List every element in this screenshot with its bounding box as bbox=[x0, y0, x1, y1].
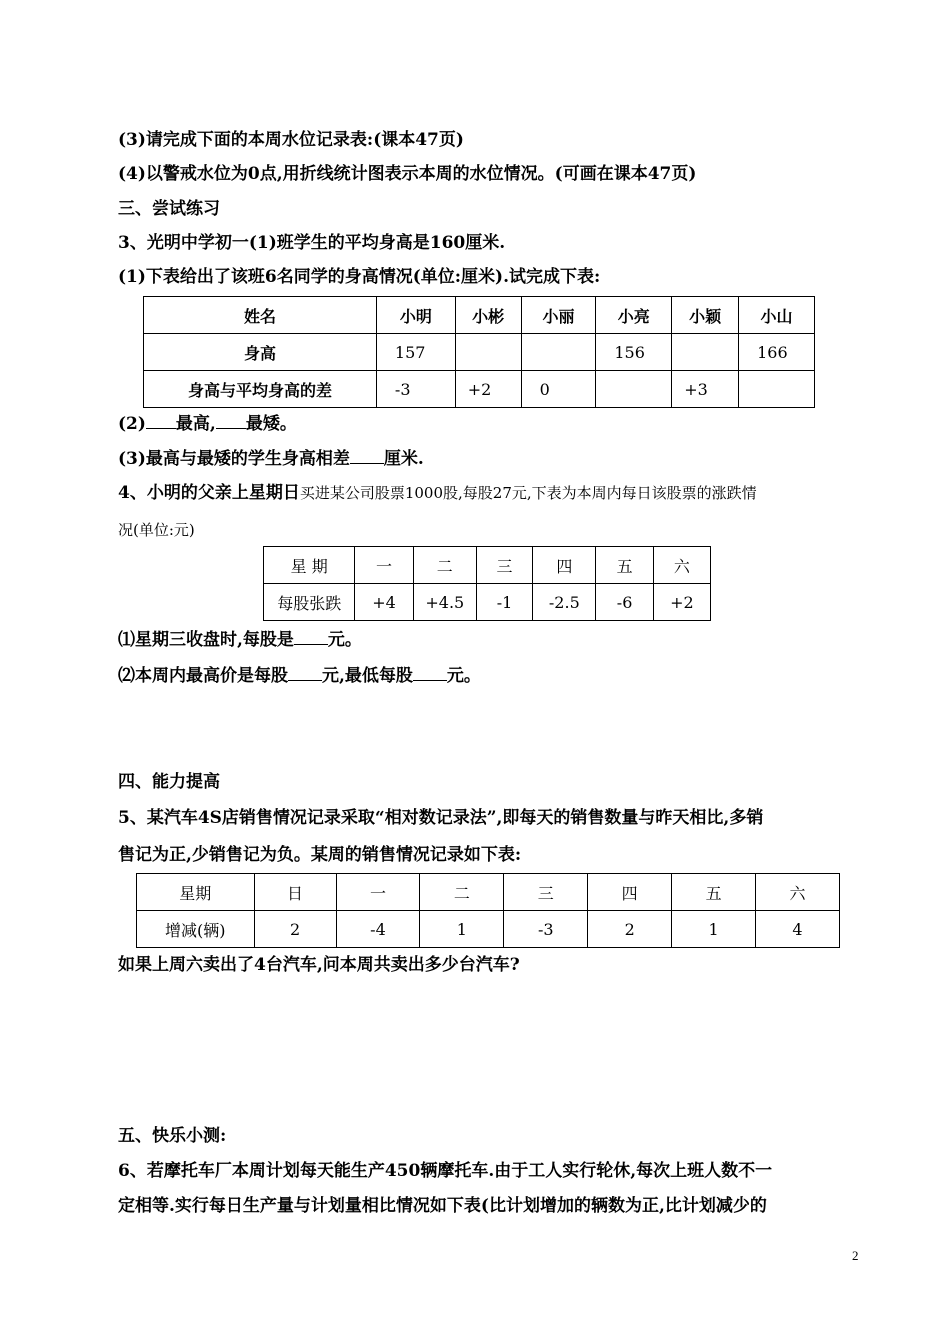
table-cell: 五 bbox=[672, 874, 756, 911]
table-row bbox=[144, 297, 815, 334]
sales-table bbox=[136, 873, 840, 948]
table-cell: 二 bbox=[413, 547, 476, 584]
table-cell: 一 bbox=[336, 874, 420, 911]
table-row bbox=[264, 584, 711, 621]
table-cell: 三 bbox=[476, 547, 532, 584]
answer-blank bbox=[413, 664, 447, 681]
text-span: ⑵本周内最高价是每股 bbox=[118, 666, 288, 686]
table-cell: 1 bbox=[420, 911, 504, 948]
text-span: 元。 bbox=[446, 666, 481, 686]
question-3-text: 3、光明中学初一(1)班学生的平均身高是160厘米. bbox=[118, 233, 506, 253]
table-cell: 四 bbox=[588, 874, 672, 911]
page-number: 2 bbox=[852, 1248, 859, 1263]
question-4-text bbox=[118, 483, 757, 503]
section-4-heading: 四、能力提高 bbox=[118, 772, 220, 792]
table-cell: 二 bbox=[420, 874, 504, 911]
question-3-1-text: (1)下表给出了该班6名同学的身高情况(单位:厘米).试完成下表: bbox=[118, 267, 601, 287]
text-span: 厘米. bbox=[383, 449, 424, 469]
text-span: 最高, bbox=[175, 414, 216, 434]
text-span: (2) bbox=[118, 414, 146, 434]
table-cell: 小彬 bbox=[455, 297, 521, 334]
table-cell: -1 bbox=[476, 584, 532, 621]
answer-blank bbox=[288, 664, 322, 681]
stock-table bbox=[263, 546, 711, 621]
answer-blank bbox=[216, 412, 246, 429]
table-cell: 0 bbox=[521, 371, 596, 408]
answer-blank bbox=[294, 628, 328, 645]
table-cell: 星 期 bbox=[264, 547, 355, 584]
table-cell: +2 bbox=[653, 584, 710, 621]
table-cell: 五 bbox=[596, 547, 653, 584]
text-span: ⑴星期三收盘时,每股是 bbox=[118, 630, 294, 650]
text-span: 最矮。 bbox=[245, 414, 297, 434]
table-cell: 156 bbox=[596, 334, 672, 371]
table-row bbox=[137, 874, 840, 911]
table-cell: 每股张跌 bbox=[264, 584, 355, 621]
table-cell: 身高与平均身高的差 bbox=[144, 371, 377, 408]
table-cell: 六 bbox=[756, 874, 840, 911]
height-table bbox=[143, 296, 815, 408]
table-cell: +4 bbox=[355, 584, 413, 621]
table-cell: 日 bbox=[254, 874, 336, 911]
table-cell: 身高 bbox=[144, 334, 377, 371]
table-cell: 小明 bbox=[376, 297, 455, 334]
question-6-text-2: 定相等.实行每日生产量与计划量相比情况如下表(比计划增加的辆数为正,比计划减少的 bbox=[118, 1196, 767, 1216]
table-cell: +3 bbox=[672, 371, 739, 408]
question-4-cont-text: 况(单位:元) bbox=[118, 521, 195, 539]
table-cell: 2 bbox=[254, 911, 336, 948]
table-row bbox=[144, 334, 815, 371]
question-5-text-3: 如果上周六卖出了4台汽车,问本周共卖出多少台汽车? bbox=[118, 955, 520, 975]
question-5-text-1: 5、某汽车4S店销售情况记录采取“相对数记录法”,即每天的销售数量与昨天相比,多销 bbox=[118, 808, 764, 828]
table-cell: 一 bbox=[355, 547, 413, 584]
table-cell: 增减(辆) bbox=[137, 911, 255, 948]
answer-blank bbox=[350, 447, 384, 464]
table-cell: 小山 bbox=[739, 297, 815, 334]
table-cell bbox=[596, 371, 672, 408]
table-cell: -3 bbox=[504, 911, 588, 948]
table-cell: -3 bbox=[376, 371, 455, 408]
answer-blank bbox=[146, 412, 176, 429]
table-cell: 166 bbox=[739, 334, 815, 371]
text-span: 买进某公司股票1000股,每股27元,下表为本周内每日该股票的涨跌情 bbox=[299, 484, 757, 502]
table-cell: -6 bbox=[596, 584, 653, 621]
question-3-4-text: (4)以警戒水位为0点,用折线统计图表示本周的水位情况。(可画在课本47页) bbox=[118, 164, 697, 184]
table-cell: 小亮 bbox=[596, 297, 672, 334]
text-span: 元。 bbox=[327, 630, 362, 650]
question-6-text-1: 6、若摩托车厂本周计划每天能生产450辆摩托车.由于工人实行轮休,每次上班人数不一 bbox=[118, 1161, 773, 1181]
table-row bbox=[264, 547, 711, 584]
table-cell: 2 bbox=[588, 911, 672, 948]
table-cell bbox=[455, 334, 521, 371]
table-cell: 小丽 bbox=[521, 297, 596, 334]
table-cell: +2 bbox=[455, 371, 521, 408]
question-4-2-text bbox=[118, 664, 481, 686]
section-5-heading: 五、快乐小测: bbox=[118, 1126, 227, 1146]
table-cell: 4 bbox=[756, 911, 840, 948]
table-cell: 六 bbox=[653, 547, 710, 584]
question-5-text-2: 售记为正,少销售记为负。某周的销售情况记录如下表: bbox=[118, 845, 522, 865]
table-cell: -4 bbox=[336, 911, 420, 948]
table-cell: 三 bbox=[504, 874, 588, 911]
question-3-3-text: (3)请完成下面的本周水位记录表:(课本47页) bbox=[118, 130, 464, 150]
question-4-1-text bbox=[118, 628, 362, 650]
table-cell bbox=[672, 334, 739, 371]
table-cell bbox=[521, 334, 596, 371]
table-cell: -2.5 bbox=[533, 584, 596, 621]
table-row bbox=[137, 911, 840, 948]
text-span: 4、小明的父亲上星期日 bbox=[118, 483, 300, 503]
table-cell bbox=[739, 371, 815, 408]
text-span: 元,最低每股 bbox=[322, 666, 413, 686]
table-cell: 1 bbox=[672, 911, 756, 948]
table-cell: 小颖 bbox=[672, 297, 739, 334]
table-cell: 157 bbox=[376, 334, 455, 371]
table-cell: +4.5 bbox=[413, 584, 476, 621]
table-cell: 星期 bbox=[137, 874, 255, 911]
text-span: (3)最高与最矮的学生身高相差 bbox=[118, 449, 350, 469]
table-cell: 姓名 bbox=[144, 297, 377, 334]
question-3-2-text bbox=[118, 412, 297, 434]
question-3-3b-text bbox=[118, 447, 424, 469]
table-cell: 四 bbox=[533, 547, 596, 584]
section-3-heading: 三、尝试练习 bbox=[118, 199, 220, 219]
table-row bbox=[144, 371, 815, 408]
